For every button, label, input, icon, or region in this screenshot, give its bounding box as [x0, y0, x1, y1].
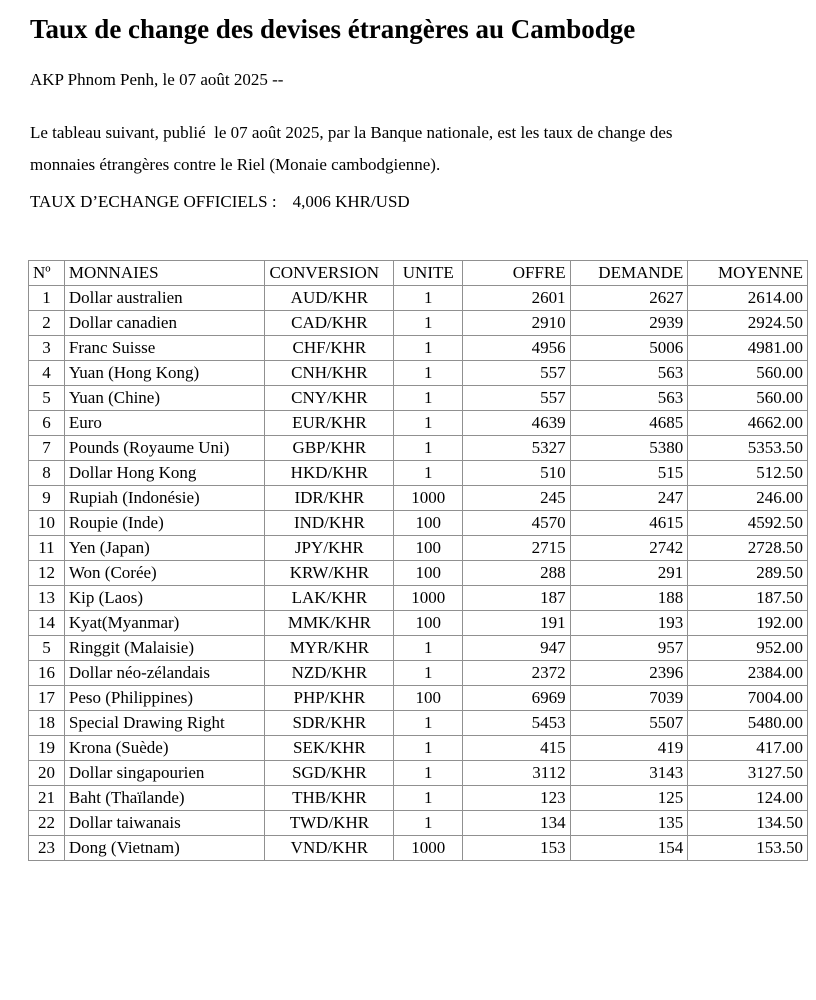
column-header-demande: DEMANDE — [570, 261, 688, 286]
table-cell: EUR/KHR — [265, 411, 394, 436]
table-cell: 5006 — [570, 336, 688, 361]
table-cell: 4662.00 — [688, 411, 808, 436]
table-cell: Kyat(Myanmar) — [64, 611, 265, 636]
table-cell: Won (Corée) — [64, 561, 265, 586]
table-cell: 187 — [463, 586, 570, 611]
table-cell: 100 — [394, 561, 463, 586]
table-cell: Dollar singapourien — [64, 761, 265, 786]
table-cell: 2728.50 — [688, 536, 808, 561]
table-cell: 2372 — [463, 661, 570, 686]
column-header-moyenne: MOYENNE — [688, 261, 808, 286]
table-cell: LAK/KHR — [265, 586, 394, 611]
table-cell: 18 — [29, 711, 65, 736]
table-cell: Baht (Thaïlande) — [64, 786, 265, 811]
table-cell: Yuan (Chine) — [64, 386, 265, 411]
table-cell: 192.00 — [688, 611, 808, 636]
table-cell: 419 — [570, 736, 688, 761]
table-cell: 289.50 — [688, 561, 808, 586]
table-cell: 21 — [29, 786, 65, 811]
table-cell: Ringgit (Malaisie) — [64, 636, 265, 661]
table-cell: Krona (Suède) — [64, 736, 265, 761]
table-cell: 1 — [394, 811, 463, 836]
table-cell: Euro — [64, 411, 265, 436]
table-row — [29, 761, 808, 786]
table-cell: MMK/KHR — [265, 611, 394, 636]
table-cell: 510 — [463, 461, 570, 486]
table-cell: Peso (Philippines) — [64, 686, 265, 711]
table-cell: Dollar taiwanais — [64, 811, 265, 836]
table-cell: 1 — [394, 411, 463, 436]
table-cell: 3 — [29, 336, 65, 361]
exchange-table-body — [29, 286, 808, 861]
exchange-rate-table — [28, 260, 808, 861]
official-rate-label: TAUX D’ECHANGE OFFICIELS : — [30, 192, 277, 212]
table-cell: 4639 — [463, 411, 570, 436]
table-cell: 1 — [394, 661, 463, 686]
table-row — [29, 636, 808, 661]
table-cell: 124.00 — [688, 786, 808, 811]
table-row — [29, 561, 808, 586]
column-header-monnaies: MONNAIES — [64, 261, 265, 286]
table-cell: 5380 — [570, 436, 688, 461]
table-cell: 100 — [394, 536, 463, 561]
table-cell: Dollar canadien — [64, 311, 265, 336]
table-cell: 515 — [570, 461, 688, 486]
table-cell: CAD/KHR — [265, 311, 394, 336]
table-row — [29, 786, 808, 811]
table-cell: AUD/KHR — [265, 286, 394, 311]
table-cell: Yuan (Hong Kong) — [64, 361, 265, 386]
table-cell: 1 — [394, 636, 463, 661]
table-row — [29, 736, 808, 761]
table-cell: 154 — [570, 836, 688, 861]
table-cell: Special Drawing Right — [64, 711, 265, 736]
table-cell: 1000 — [394, 586, 463, 611]
table-row — [29, 386, 808, 411]
table-row — [29, 311, 808, 336]
table-cell: 10 — [29, 511, 65, 536]
table-cell: 2924.50 — [688, 311, 808, 336]
table-row — [29, 661, 808, 686]
table-cell: 1000 — [394, 836, 463, 861]
table-cell: GBP/KHR — [265, 436, 394, 461]
table-cell: 1 — [394, 461, 463, 486]
page-title: Taux de change des devises étrangères au Cambodge — [30, 14, 636, 44]
table-cell: 153.50 — [688, 836, 808, 861]
table-cell: 1 — [394, 736, 463, 761]
intro-line-1: Le tableau suivant, publié le 07 août 2025, par la Banque nationale, est les taux de change des — [30, 123, 673, 143]
table-cell: Roupie (Inde) — [64, 511, 265, 536]
table-row — [29, 536, 808, 561]
dateline: AKP Phnom Penh, le 07 août 2025 -- — [30, 70, 284, 90]
table-cell: 952.00 — [688, 636, 808, 661]
table-cell: 2939 — [570, 311, 688, 336]
table-cell: Kip (Laos) — [64, 586, 265, 611]
table-cell: 2601 — [463, 286, 570, 311]
table-cell: 193 — [570, 611, 688, 636]
official-rate-line — [30, 191, 808, 213]
table-cell: Rupiah (Indonésie) — [64, 486, 265, 511]
table-cell: KRW/KHR — [265, 561, 394, 586]
table-cell: 1 — [394, 711, 463, 736]
table-cell: 134 — [463, 811, 570, 836]
table-cell: SDR/KHR — [265, 711, 394, 736]
table-cell: SEK/KHR — [265, 736, 394, 761]
table-cell: 2384.00 — [688, 661, 808, 686]
table-row — [29, 436, 808, 461]
table-cell: 5353.50 — [688, 436, 808, 461]
table-cell: 3143 — [570, 761, 688, 786]
intro-paragraph — [30, 117, 808, 181]
table-cell: THB/KHR — [265, 786, 394, 811]
table-cell: 13 — [29, 586, 65, 611]
table-cell: 8 — [29, 461, 65, 486]
table-cell: IDR/KHR — [265, 486, 394, 511]
table-cell: 153 — [463, 836, 570, 861]
table-cell: VND/KHR — [265, 836, 394, 861]
table-cell: 4981.00 — [688, 336, 808, 361]
table-cell: Dollar néo-zélandais — [64, 661, 265, 686]
table-cell: 1 — [394, 761, 463, 786]
table-cell: 512.50 — [688, 461, 808, 486]
table-cell: 9 — [29, 486, 65, 511]
table-cell: 19 — [29, 736, 65, 761]
table-cell: PHP/KHR — [265, 686, 394, 711]
table-cell: 5480.00 — [688, 711, 808, 736]
table-cell: 4 — [29, 361, 65, 386]
table-cell: 5 — [29, 636, 65, 661]
table-cell: 4956 — [463, 336, 570, 361]
table-row — [29, 511, 808, 536]
table-cell: 134.50 — [688, 811, 808, 836]
table-cell: 2396 — [570, 661, 688, 686]
table-cell: 4615 — [570, 511, 688, 536]
column-header-unite: UNITE — [394, 261, 463, 286]
column-header-conversion: CONVERSION — [265, 261, 394, 286]
table-cell: 947 — [463, 636, 570, 661]
table-cell: 23 — [29, 836, 65, 861]
table-row — [29, 611, 808, 636]
table-row — [29, 411, 808, 436]
table-row — [29, 336, 808, 361]
table-cell: CHF/KHR — [265, 336, 394, 361]
table-cell: 4592.50 — [688, 511, 808, 536]
table-cell: 246.00 — [688, 486, 808, 511]
table-cell: 957 — [570, 636, 688, 661]
table-cell: 1 — [394, 436, 463, 461]
table-cell: 2910 — [463, 311, 570, 336]
table-cell: TWD/KHR — [265, 811, 394, 836]
table-cell: 7 — [29, 436, 65, 461]
table-cell: 7039 — [570, 686, 688, 711]
table-cell: 1 — [394, 286, 463, 311]
table-row — [29, 286, 808, 311]
table-cell: Dollar australien — [64, 286, 265, 311]
table-cell: 557 — [463, 386, 570, 411]
table-cell: 2627 — [570, 286, 688, 311]
table-cell: CNH/KHR — [265, 361, 394, 386]
table-cell: 5507 — [570, 711, 688, 736]
table-cell: 1 — [394, 336, 463, 361]
table-cell: JPY/KHR — [265, 536, 394, 561]
table-cell: 563 — [570, 361, 688, 386]
table-cell: 100 — [394, 611, 463, 636]
table-row — [29, 586, 808, 611]
table-cell: 100 — [394, 511, 463, 536]
table-cell: 4685 — [570, 411, 688, 436]
table-cell: 5 — [29, 386, 65, 411]
table-cell: 2715 — [463, 536, 570, 561]
table-cell: Yen (Japan) — [64, 536, 265, 561]
table-row — [29, 711, 808, 736]
table-cell: 20 — [29, 761, 65, 786]
table-cell: HKD/KHR — [265, 461, 394, 486]
table-cell: 2742 — [570, 536, 688, 561]
column-header-offre: OFFRE — [463, 261, 570, 286]
table-header-row — [29, 261, 808, 286]
table-row — [29, 486, 808, 511]
table-cell: 560.00 — [688, 361, 808, 386]
table-cell: 5453 — [463, 711, 570, 736]
table-cell: 415 — [463, 736, 570, 761]
table-row — [29, 686, 808, 711]
table-cell: CNY/KHR — [265, 386, 394, 411]
table-cell: Dong (Vietnam) — [64, 836, 265, 861]
table-cell: 3112 — [463, 761, 570, 786]
table-cell: 6969 — [463, 686, 570, 711]
table-cell: SGD/KHR — [265, 761, 394, 786]
table-cell: 7004.00 — [688, 686, 808, 711]
table-cell: 560.00 — [688, 386, 808, 411]
table-cell: 135 — [570, 811, 688, 836]
table-cell: 417.00 — [688, 736, 808, 761]
official-rate-value: 4,006 KHR/USD — [292, 192, 410, 212]
table-cell: 17 — [29, 686, 65, 711]
table-cell: 247 — [570, 486, 688, 511]
table-cell: 2 — [29, 311, 65, 336]
table-row — [29, 836, 808, 861]
table-cell: 1 — [394, 386, 463, 411]
table-row — [29, 811, 808, 836]
table-cell: Dollar Hong Kong — [64, 461, 265, 486]
table-cell: 123 — [463, 786, 570, 811]
table-cell: 16 — [29, 661, 65, 686]
table-cell: 563 — [570, 386, 688, 411]
table-cell: 22 — [29, 811, 65, 836]
table-cell: 6 — [29, 411, 65, 436]
table-cell: 125 — [570, 786, 688, 811]
table-cell: 187.50 — [688, 586, 808, 611]
table-cell: NZD/KHR — [265, 661, 394, 686]
table-row — [29, 461, 808, 486]
table-cell: MYR/KHR — [265, 636, 394, 661]
table-cell: 5327 — [463, 436, 570, 461]
table-cell: 1 — [29, 286, 65, 311]
table-cell: 288 — [463, 561, 570, 586]
intro-line-2: monnaies étrangères contre le Riel (Monaie cambodgienne). — [30, 155, 441, 175]
table-cell: 100 — [394, 686, 463, 711]
table-cell: 14 — [29, 611, 65, 636]
column-header-no: Nº — [29, 261, 65, 286]
table-cell: 4570 — [463, 511, 570, 536]
table-cell: Pounds (Royaume Uni) — [64, 436, 265, 461]
table-cell: 188 — [570, 586, 688, 611]
table-cell: 12 — [29, 561, 65, 586]
table-row — [29, 361, 808, 386]
table-cell: 1 — [394, 311, 463, 336]
table-cell: 291 — [570, 561, 688, 586]
table-cell: 1000 — [394, 486, 463, 511]
table-cell: 245 — [463, 486, 570, 511]
table-cell: 1 — [394, 361, 463, 386]
table-cell: Franc Suisse — [64, 336, 265, 361]
table-cell: IND/KHR — [265, 511, 394, 536]
table-cell: 3127.50 — [688, 761, 808, 786]
table-cell: 11 — [29, 536, 65, 561]
table-cell: 2614.00 — [688, 286, 808, 311]
table-cell: 557 — [463, 361, 570, 386]
table-cell: 1 — [394, 786, 463, 811]
table-cell: 191 — [463, 611, 570, 636]
